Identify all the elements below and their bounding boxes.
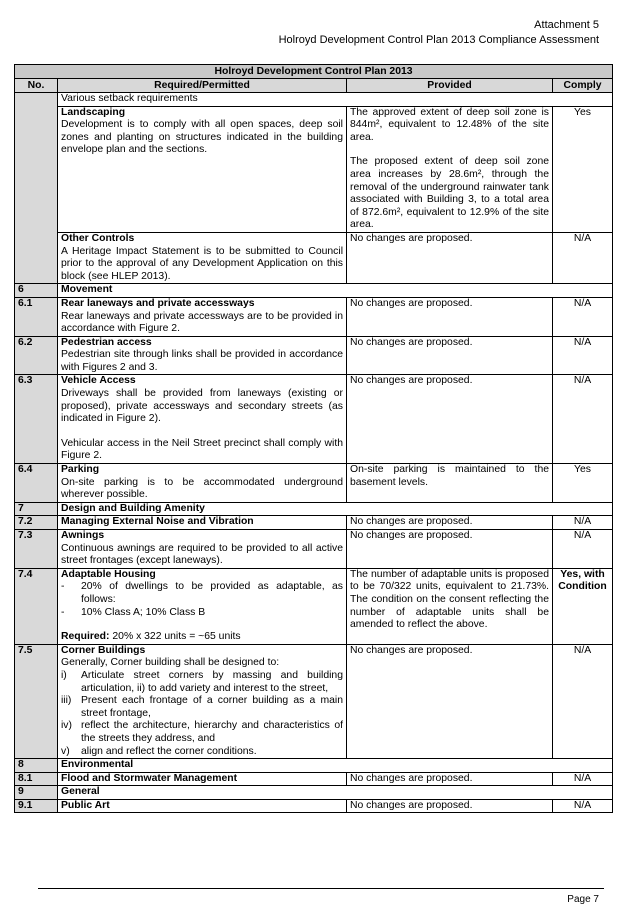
- row-title: Vehicle Access: [61, 375, 136, 387]
- section-title: Design and Building Amenity: [58, 502, 613, 516]
- comply-cell: N/A: [553, 336, 613, 375]
- required-cell: [58, 375, 347, 464]
- row-text: Development is to comply with all open spaces, deep soil zones and planting on structures indicated in the building envelope plan and the sections.: [61, 119, 343, 156]
- table-row: [15, 644, 613, 758]
- attachment-label: Attachment 5: [534, 19, 599, 31]
- document-title: Holroyd Development Control Plan 2013 Compliance Assessment: [278, 34, 599, 46]
- comply-cell: N/A: [553, 799, 613, 813]
- setback-requirements: Various setback requirements: [58, 93, 613, 107]
- row-title: Landscaping: [61, 106, 126, 118]
- table-row: [15, 799, 613, 813]
- row-text: On-site parking is to be accommodated underground wherever possible.: [61, 476, 343, 501]
- table-row: [15, 568, 613, 644]
- corner-list: [61, 670, 343, 758]
- row-title: Pedestrian access: [61, 336, 152, 348]
- section-title: Movement: [58, 284, 613, 298]
- row-text: Rear laneways and private accessways are to be provided in accordance with Figure 2.: [61, 310, 343, 335]
- row-title: Other Controls: [61, 232, 135, 244]
- comply-cell: N/A: [553, 297, 613, 336]
- col-header-required: Required/Permitted: [58, 79, 347, 93]
- table-row: [15, 464, 613, 503]
- section-row: [15, 786, 613, 800]
- required-cell: [58, 644, 347, 758]
- comply-cell: N/A: [553, 772, 613, 786]
- list-item: - 10% Class A; 10% Class B: [61, 606, 206, 618]
- required-cell: [58, 568, 347, 644]
- provided-cell: [347, 106, 553, 232]
- row-text: A Heritage Impact Statement is to be submitted to Council prior to the approval of any Development Application on this block (see HLEP 2013).: [61, 245, 343, 282]
- row-title: Awnings: [61, 530, 105, 541]
- provided-cell: No changes are proposed.: [347, 799, 553, 813]
- row-number: 6.4: [15, 464, 58, 503]
- comply-cell: N/A: [553, 232, 613, 283]
- row-title: Parking: [61, 464, 100, 476]
- section-row: [15, 502, 613, 516]
- provided-cell: No changes are proposed.: [347, 336, 553, 375]
- table-title-row: [15, 65, 613, 79]
- section-row: [15, 284, 613, 298]
- row-title: Rear laneways and private accessways: [61, 297, 255, 309]
- row-number: 6.3: [15, 375, 58, 464]
- table-row: [15, 516, 613, 530]
- document-header: [279, 18, 599, 48]
- provided-cell: No changes are proposed.: [347, 232, 553, 283]
- provided-cell: No changes are proposed.: [347, 297, 553, 336]
- row-number: 7.2: [15, 516, 58, 530]
- compliance-table: [14, 64, 613, 813]
- provided-cell: No changes are proposed.: [347, 772, 553, 786]
- footer-divider: [38, 888, 604, 889]
- table-title: Holroyd Development Control Plan 2013: [15, 65, 613, 79]
- provided-cell: No changes are proposed.: [347, 375, 553, 464]
- row-text: Continuous awnings are required to be provided to all active street frontages (except laneways).: [61, 542, 343, 567]
- row-text: Pedestrian site through links shall be provided in accordance with Figures 2 and 3.: [61, 349, 343, 373]
- table-row: [15, 106, 613, 232]
- list-item: v) align and reflect the corner conditions.: [61, 745, 257, 757]
- row-title: Corner Buildings: [61, 644, 146, 656]
- comply-cell: Yes: [553, 464, 613, 503]
- list-item: iii) Present each frontage of a corner building as a main street frontage,: [61, 695, 343, 719]
- table-row: [15, 772, 613, 786]
- column-header-row: [15, 79, 613, 93]
- col-header-comply: Comply: [553, 79, 613, 93]
- provided-cell: No changes are proposed.: [347, 644, 553, 758]
- table-row: [15, 297, 613, 336]
- col-header-provided: Provided: [347, 79, 553, 93]
- row-text: Vehicular access in the Neil Street precinct shall comply with Figure 2.: [61, 437, 343, 462]
- row-number: 8.1: [15, 772, 58, 786]
- table-row: [15, 93, 613, 107]
- provided-text: The approved extent of deep soil zone is 844m², equivalent to 12.48% of the site area.: [350, 106, 549, 143]
- row-title: Managing External Noise and Vibration: [58, 516, 347, 530]
- row-text: Driveways shall be provided from laneways (existing or proposed), private accessways and secondary streets (as indicated in Figure 2).: [61, 388, 343, 425]
- provided-cell: No changes are proposed.: [347, 516, 553, 530]
- provided-cell: The number of adaptable units is proposed to be 70/322 units, equivalent to 21.73%. The condition on the consent reflecting the number of adaptable units shall be amended to reflect the above.: [347, 568, 553, 644]
- table-row: [15, 336, 613, 375]
- comply-cell: N/A: [553, 530, 613, 569]
- provided-cell: No changes are proposed.: [347, 530, 553, 569]
- row-title: Adaptable Housing: [61, 568, 156, 580]
- row-number: 7: [15, 502, 58, 516]
- required-cell: [58, 106, 347, 232]
- list-item: iv) reflect the architecture, hierarchy and characteristics of the streets they address, and: [61, 720, 343, 744]
- provided-text: The proposed extent of deep soil zone area increases by 28.6m², through the removal of the underground rainwater tank associated with Building 3, to a total area of 872.6m², equivalent to 12.9% of the site area.: [350, 156, 549, 231]
- section-row: [15, 759, 613, 773]
- required-cell: [58, 336, 347, 375]
- comply-cell: N/A: [553, 644, 613, 758]
- comply-cell: N/A: [553, 516, 613, 530]
- row-title: Public Art: [58, 799, 347, 813]
- comply-cell: Yes, with Condition: [553, 568, 613, 644]
- row-number: 8: [15, 759, 58, 773]
- row-text: Generally, Corner building shall be designed to:: [61, 657, 280, 669]
- row-number: 6.2: [15, 336, 58, 375]
- comply-cell: Yes: [553, 106, 613, 232]
- required-cell: [58, 232, 347, 283]
- row-number: 6: [15, 284, 58, 298]
- table-row: [15, 375, 613, 464]
- row-number: 7.4: [15, 568, 58, 644]
- list-item: - 20% of dwellings to be provided as adaptable, as follows:: [61, 581, 343, 605]
- required-cell: [58, 297, 347, 336]
- row-number: 7.3: [15, 530, 58, 569]
- required-cell: [58, 464, 347, 503]
- row-number: 7.5: [15, 644, 58, 758]
- section-title: Environmental: [58, 759, 613, 773]
- required-calculation: Required: 20% x 322 units = ~65 units: [61, 631, 241, 643]
- row-number: 9.1: [15, 799, 58, 813]
- row-title: Flood and Stormwater Management: [58, 772, 347, 786]
- col-header-no: No.: [15, 79, 58, 93]
- row-number: [15, 93, 58, 284]
- section-title: General: [58, 786, 613, 800]
- comply-cell: N/A: [553, 375, 613, 464]
- adaptable-list: [61, 581, 343, 619]
- table-row: [15, 232, 613, 283]
- row-number: 9: [15, 786, 58, 800]
- provided-cell: On-site parking is maintained to the basement levels.: [347, 464, 553, 503]
- page-number: Page 7: [567, 894, 599, 905]
- table-row: [15, 530, 613, 569]
- list-item: i) Articulate street corners by massing and building articulation, ii) to add variety and interest to the street,: [61, 669, 343, 694]
- row-number: 6.1: [15, 297, 58, 336]
- required-cell: [58, 530, 347, 569]
